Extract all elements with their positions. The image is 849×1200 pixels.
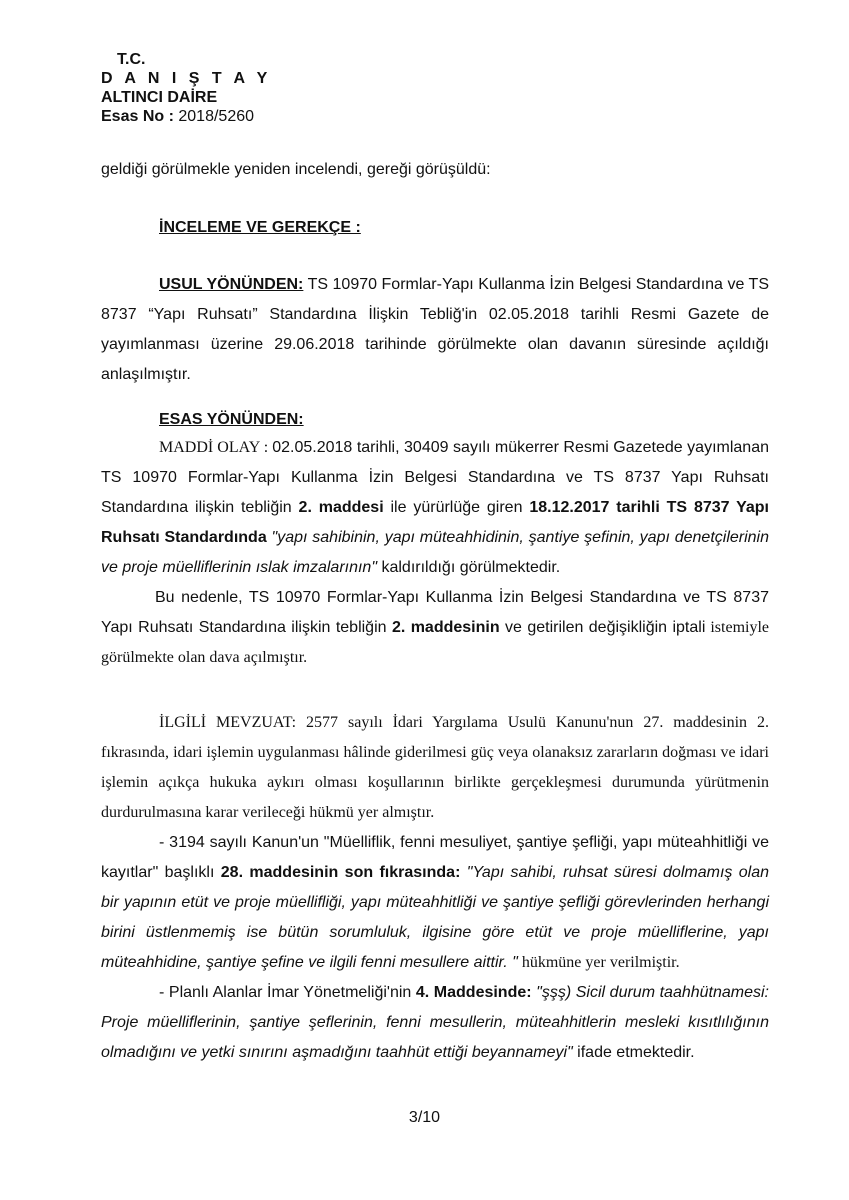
maddi-bold-2: 18.12.2017 tarihli TS 8737 Yapı Ruhsatı Standardında <box>101 499 770 546</box>
bu-nedenle-text-3: iptali <box>672 619 706 636</box>
maddi-bold-1: 2. maddesi <box>298 499 384 516</box>
esas-heading: ESAS YÖNÜNDEN: <box>159 411 304 428</box>
usul-text: TS 10970 Formlar-Yapı Kullanma İzin Belgesi Standardına ve TS 8737 “Yapı Ruhsatı” Standardına İlişkin Tebliğ'in 02.05.2018 tarihli Resmi Gazete de yayımlanması üzerine 29.06.2018 tarihinde görülmekte olan davanın süresinde açıldığı anlaşılmıştır. <box>101 276 769 383</box>
kanun-quote: "Yapı sahibi, ruhsat süresi dolmamış olan bir yapının etüt ve proje müellifliği, yapı müteahhitliği ve şantiye şefliği görevlerinden herhangi birini üstlenmemiş ise bütün sorumluluk, ilgisine göre etüt ve proje müelliflerine, yapı müteahhidine, şantiye şefine ve ilgili fenni mesullere aittir. " <box>101 864 769 971</box>
page-number: 3/10 <box>408 1109 441 1126</box>
document-body <box>101 155 769 1068</box>
yonetmelik-quote: "şşş) Sicil durum taahhütnamesi: Proje müelliflerinin, şantiye şeflerinin, fenni mesullerin, müteahhitlerin mesleki kısıtlılığının olmadığını ve yetki sınırını aşmadığını taahhüt ettiği beyannameyi" <box>101 984 770 1061</box>
kanun-text-2: hükmüne yer verilmiştir. <box>517 954 680 971</box>
usul-label: USUL YÖNÜNDEN: <box>159 276 304 293</box>
case-number-label: Esas No : <box>101 108 174 125</box>
kanun-bold: 28. maddesinin son fıkrasında: <box>220 864 461 881</box>
bu-nedenle-paragraph <box>101 583 769 673</box>
usul-paragraph <box>101 270 769 390</box>
maddi-olay-label: MADDİ OLAY : <box>159 439 273 456</box>
kanun-paragraph <box>101 828 769 978</box>
maddi-quote: "yapı sahibinin, yapı müteahhidinin, şantiye şefinin, yapı denetçilerinin ve proje müelliflerinin ıslak imzalarının" <box>101 529 770 576</box>
case-number-line <box>101 107 271 126</box>
maddi-text-1: 02.05.2018 tarihli, 30409 sayılı mükerrer Resmi Gazetede yayımlanan TS 10970 Formlar-Yapı Kullanma İzin Belgesi Standardına ve TS 8737 Yapı Ruhsatı Standardına ilişkin tebliğin <box>101 439 769 516</box>
bu-nedenle-bold: 2. maddesinin <box>391 619 500 636</box>
yonetmelik-paragraph <box>101 978 769 1068</box>
maddi-olay-paragraph <box>101 433 769 583</box>
kanun-text-1: - 3194 sayılı Kanun'un "Müelliflik, fenni mesuliyet, şantiye şefliği, yapı müteahhitliği ve kayıtlar" başlıklı <box>101 834 769 881</box>
maddi-text-2: ile yürürlüğe giren <box>383 499 530 516</box>
inceleme-heading: İNCELEME VE GEREKÇE : <box>159 219 361 236</box>
yonetmelik-bold: 4. Maddesinde: <box>415 984 537 1001</box>
maddi-text-3: kaldırıldığı görülmektedir. <box>377 559 561 576</box>
bu-nedenle-text-4: istemiyle görülmekte olan dava açılmıştır. <box>101 619 769 666</box>
court-name: D A N I Ş T A Y <box>101 70 272 87</box>
bu-nedenle-text-2: ve getirilen değişikliğin <box>499 619 673 636</box>
document-header <box>101 50 271 126</box>
ilgili-mevzuat-paragraph: İLGİLİ MEVZUAT: 2577 sayılı İdari Yargılama Usulü Kanunu'nun 27. maddesinin 2. fıkrasında, idari işlemin uygulanması hâlinde giderilmesi güç veya olanaksız zararların doğması ve idari işlemin açıkça hukuka aykırı olması koşullarının birlikte gerçekleşmesi durumunda yürütmenin durdurulmasına karar verileceği hükmü yer almıştır. <box>101 714 769 821</box>
case-number: 2018/5260 <box>178 108 255 125</box>
yonetmelik-text-1: - Planlı Alanlar İmar Yönetmeliği'nin <box>159 984 416 1001</box>
yonetmelik-text-2: ifade etmektedir. <box>572 1044 695 1061</box>
country-label: T.C. <box>117 51 146 68</box>
intro-paragraph: geldiği görülmekle yeniden incelendi, gereği görüşüldü: <box>101 161 491 178</box>
bu-nedenle-text-1: Bu nedenle, TS 10970 Formlar-Yapı Kullanma İzin Belgesi Standardına ve TS 8737 Yapı Ruhsatı Standardına ilişkin tebliğin <box>101 589 769 636</box>
chamber-name: ALTINCI DAİRE <box>101 89 218 106</box>
